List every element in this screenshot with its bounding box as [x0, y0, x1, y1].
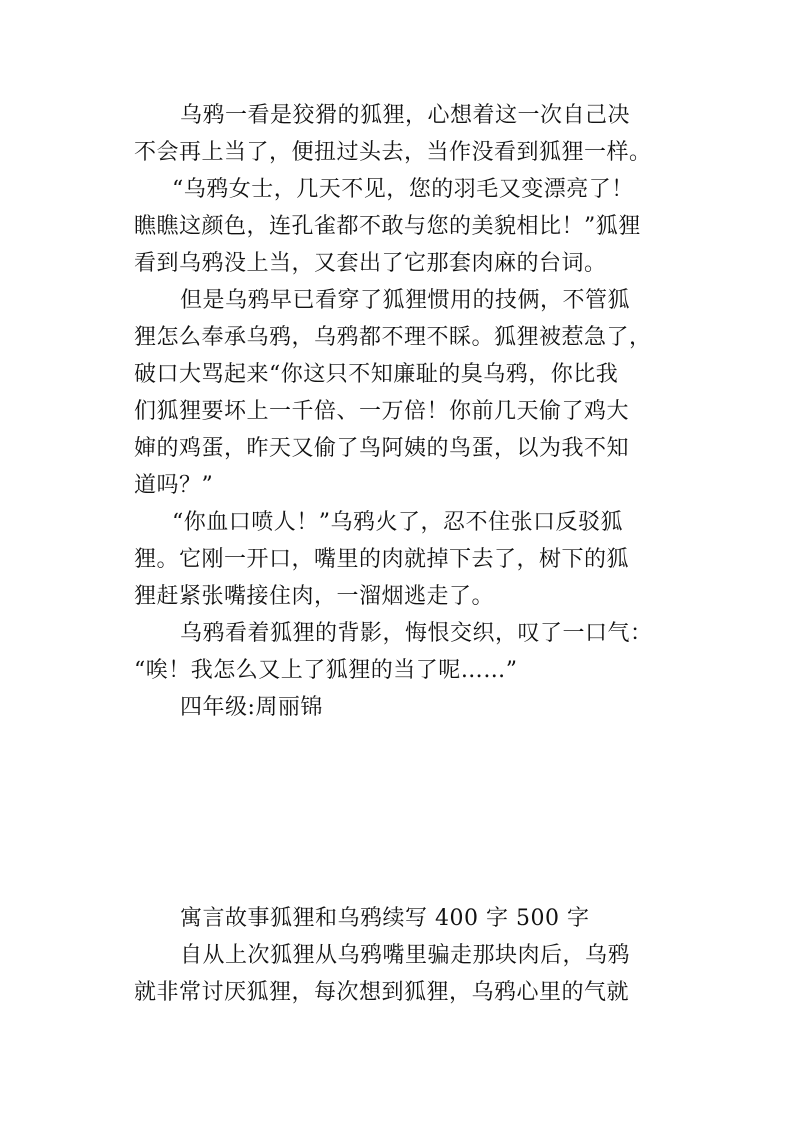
- paragraph-line: 婶的鸡蛋，昨天又偷了鸟阿姨的鸟蛋，以为我不知: [134, 436, 630, 461]
- paragraph-line: 狸怎么奉承乌鸦，乌鸦都不理不睬。狐狸被惹急了，: [134, 325, 652, 350]
- paragraph-line: 道吗？”: [134, 473, 214, 498]
- paragraph-line: 乌鸦一看是狡猾的狐狸，心想着这一次自己决: [180, 103, 631, 128]
- paragraph-line: 但是乌鸦早已看穿了狐狸惯用的技俩，不管狐: [180, 288, 631, 313]
- paragraph-line: 狸赶紧张嘴接住肉，一溜烟逃走了。: [134, 584, 495, 609]
- paragraph-line: “乌鸦女士，几天不见，您的羽毛又变漂亮了！: [172, 177, 634, 202]
- paragraph-line: 破口大骂起来“你这只不知廉耻的臭乌鸦，你比我: [134, 362, 619, 387]
- paragraph-line: 不会再上当了，便扭过头去，当作没看到狐狸一样。: [134, 140, 652, 165]
- author-line: 四年级:周丽锦: [180, 695, 323, 720]
- story-text: [134, 97, 674, 726]
- paragraph-line: 自从上次狐狸从乌鸦嘴里骗走那块肉后，乌鸦: [180, 943, 631, 968]
- paragraph-line: “唉！我怎么又上了狐狸的当了呢……”: [134, 658, 518, 683]
- article-title: 寓言故事狐狸和乌鸦续写 400 字 500 字: [180, 906, 590, 931]
- paragraph-line: 就非常讨厌狐狸，每次想到狐狸，乌鸦心里的气就: [134, 980, 630, 1005]
- paragraph-line: 狸。它刚一开口，嘴里的肉就掉下去了，树下的狐: [134, 547, 630, 572]
- next-article: [134, 900, 674, 1011]
- paragraph-line: 瞧瞧这颜色，连孔雀都不敢与您的美貌相比！”狐狸: [134, 214, 641, 239]
- paragraph-line: “你血口喷人！”乌鸦火了，忍不住张口反驳狐: [172, 510, 623, 535]
- paragraph-line: 乌鸦看着狐狸的背影，悔恨交织，叹了一口气：: [180, 621, 653, 646]
- paragraph-line: 们狐狸要坏上一千倍、一万倍！你前几天偷了鸡大: [134, 399, 630, 424]
- paragraph-line: 看到乌鸦没上当，又套出了它那套肉麻的台词。: [134, 251, 607, 276]
